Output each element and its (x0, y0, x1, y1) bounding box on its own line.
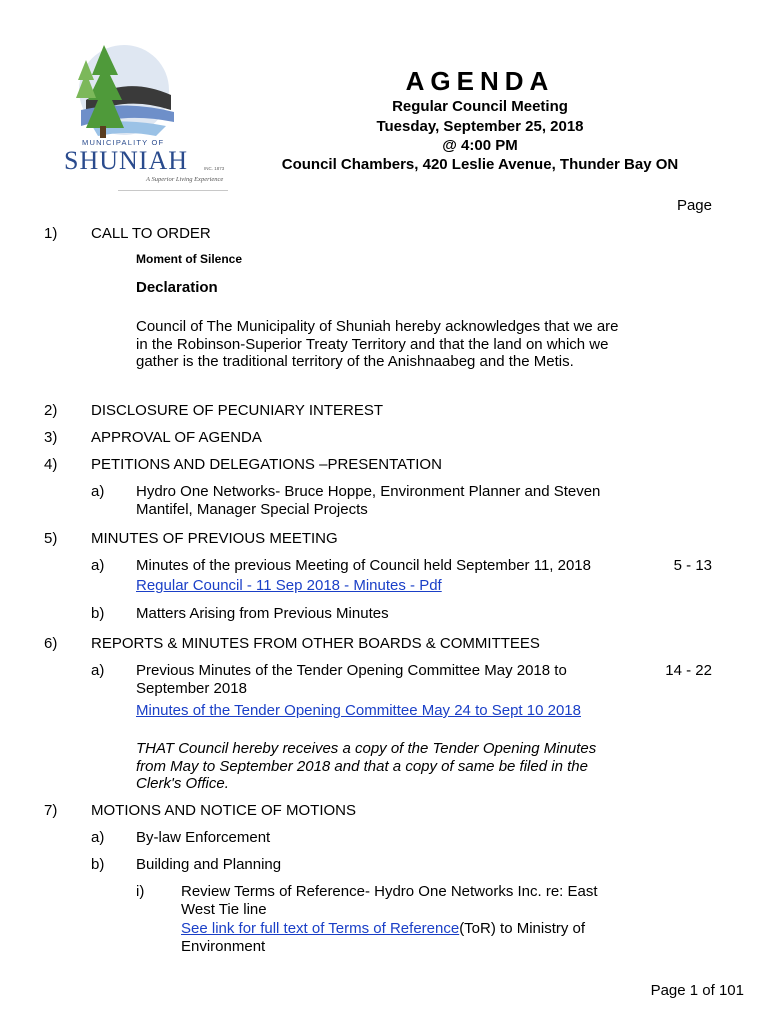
page-range: 5 - 13 (673, 557, 712, 574)
page-column-header: Page (676, 197, 712, 214)
item-number: 6) (44, 635, 58, 652)
item-number: 2) (44, 402, 58, 419)
declaration-title: Declaration (136, 279, 218, 296)
item-title-reports: REPORTS & MINUTES FROM OTHER BOARDS & COMMITTEES (91, 635, 540, 652)
tender-opening-minutes-link[interactable]: Minutes of the Tender Opening Committee May 24 to Sept 10 2018 (136, 702, 581, 719)
terms-of-reference-suffix: (ToR) to Ministry of Environment (181, 920, 586, 955)
sub-item-label: a) (91, 662, 105, 679)
meeting-time: @ 4:00 PM (442, 137, 518, 154)
sub-item-label: a) (91, 829, 105, 846)
logo-line1: MUNICIPALITY OF (82, 138, 165, 147)
item-title-petitions: PETITIONS AND DELEGATIONS –PRESENTATION (91, 456, 442, 473)
item-title-approval: APPROVAL OF AGENDA (91, 429, 262, 446)
sub-item-label: a) (91, 483, 105, 500)
item-number: 3) (44, 429, 58, 446)
tender-motion-text: THAT Council hereby receives a copy of the Tender Opening Minutes from May to September 2018 and that a copy of same be filed in the Clerk's Office. (136, 740, 597, 792)
item-title-call-to-order: CALL TO ORDER (91, 225, 211, 242)
item-number: 4) (44, 456, 58, 473)
item-number: 7) (44, 802, 58, 819)
page-range: 14 - 22 (665, 662, 712, 679)
sub-item-label: b) (91, 605, 105, 622)
logo-inc: INC. 1873 (204, 166, 225, 171)
item-title-minutes: MINUTES OF PREVIOUS MEETING (91, 530, 338, 547)
bylaw-enforcement-text: By-law Enforcement (136, 829, 271, 846)
declaration-text: Council of The Municipality of Shuniah hereby acknowledges that we are in the Robinson-Superior Treaty Territory and that the land on which we gather is the traditional territory of the Anishnaabeg and the Metis. (136, 318, 619, 370)
municipality-logo (56, 40, 225, 183)
regular-council-minutes-link[interactable]: Regular Council - 11 Sep 2018 - Minutes - Pdf (136, 577, 442, 594)
previous-minutes-text: Minutes of the previous Meeting of Council held September 11, 2018 (136, 557, 591, 574)
meeting-type: Regular Council Meeting (392, 98, 568, 115)
item-title-motions: MOTIONS AND NOTICE OF MOTIONS (91, 802, 357, 819)
item-title-disclosure: DISCLOSURE OF PECUNIARY INTEREST (91, 402, 384, 419)
hydro-one-delegation: Hydro One Networks- Bruce Hoppe, Environment Planner and Steven Mantifel, Manager Special Projects (136, 483, 601, 518)
terms-of-reference-link[interactable]: See link for full text of Terms of Reference (181, 920, 460, 937)
building-planning-text: Building and Planning (136, 856, 282, 873)
sub-item-label: a) (91, 557, 105, 574)
tender-minutes-text: Previous Minutes of the Tender Opening Committee May 2018 to September 2018 (136, 662, 567, 697)
logo-divider (118, 190, 228, 191)
meeting-date: Tuesday, September 25, 2018 (376, 118, 584, 135)
terms-of-reference-text: Review Terms of Reference- Hydro One Networks Inc. re: East West Tie line (181, 883, 598, 918)
terms-of-reference-line (181, 920, 621, 955)
meeting-location: Council Chambers, 420 Leslie Avenue, Thunder Bay ON (281, 156, 679, 173)
agenda-title: AGENDA (405, 66, 555, 96)
logo-name: SHUNIAH (64, 146, 188, 175)
sub-item-label: b) (91, 856, 105, 873)
moment-of-silence: Moment of Silence (136, 252, 243, 266)
sub-sub-item-label: i) (136, 883, 145, 900)
page-number-footer: Page 1 of 101 (650, 982, 744, 999)
item-number: 1) (44, 225, 58, 242)
logo-tagline: A Superior Living Experience (146, 176, 224, 183)
matters-arising-text: Matters Arising from Previous Minutes (136, 605, 389, 622)
item-number: 5) (44, 530, 58, 547)
shuniah-logo-icon (56, 40, 206, 150)
